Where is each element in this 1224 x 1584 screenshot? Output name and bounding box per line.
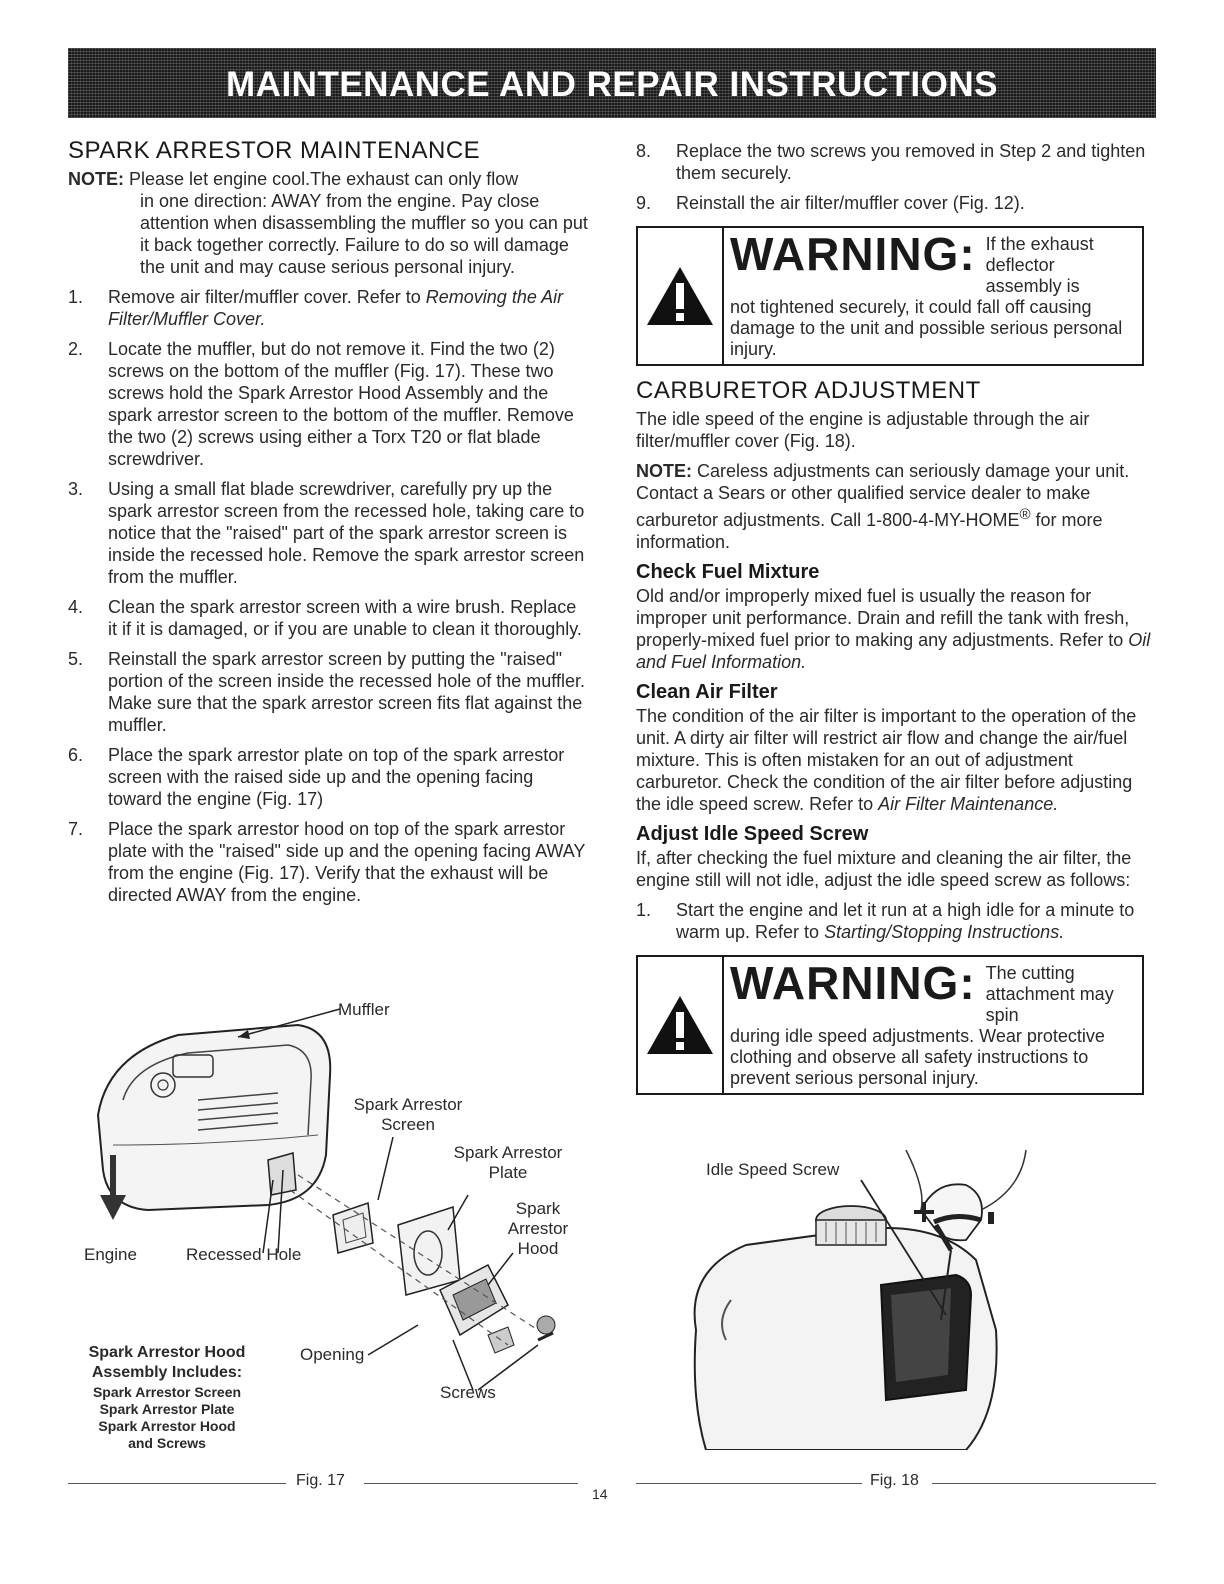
warning-box-cutting [636, 955, 1144, 1095]
step-1: 1. Remove air filter/muffler cover. Refer to Removing the Air Filter/Muffler Cover. [68, 287, 564, 329]
note-label: NOTE: [68, 169, 124, 189]
assembly-item: Spark Arrestor Screen [92, 1384, 242, 1400]
caption-rule [364, 1483, 578, 1484]
fig17-caption: Fig. 17 [296, 1472, 345, 1489]
header-banner [68, 48, 1156, 118]
step-2: 2. Locate the muffler, but do not remove it. Find the two (2) screws on the bottom of the muffler (Fig. 17). These two screws hold the Spark Arrestor Hood Assembly and the spark arrestor screen to the bottom of the muffler. Remove the two (2) screws using either a Torx T20 or flat blade screwdriver. [68, 339, 574, 469]
carb-note: NOTE: Careless adjustments can seriously damage your unit. Contact a Sears or other qualified service dealer to make carburetor adjustments. Call 1-800-4-MY-HOME® for more information. [636, 461, 1130, 552]
step-3: 3. Using a small flat blade screwdriver, carefully pry up the spark arrestor screen from the recessed hole, taking care to notice that the "raised" part of the spark arrestor screen is inside the recessed hole. Remove the spark arrestor screen from the muffler. [68, 479, 585, 587]
warning-triangle-icon [638, 228, 722, 364]
air-text: The condition of the air filter is important to the operation of the unit. A dirty air filter will restrict air flow and change the air/fuel mixture. This is often mistaken for an out of adjustment carburetor. Check the condition of the air filter before adjusting the idle speed screw. Refer to Air Filter Maintenance. [636, 706, 1137, 814]
figure-17 [68, 995, 598, 1415]
warning-text: The cutting attachment may spin [985, 963, 1114, 1025]
label-engine: Engine [84, 1245, 137, 1264]
step-9: 9. Reinstall the air filter/muffler cover (Fig. 12). [636, 193, 1025, 213]
spark-heading: SPARK ARRESTOR MAINTENANCE [68, 137, 481, 164]
label-screws: Screws [440, 1383, 496, 1402]
warning-text-rest: during idle speed adjustments. Wear protective clothing and observe all safety instructions to prevent serious personal injury. [730, 1026, 1105, 1088]
step-8: 8. Replace the two screws you removed in Step 2 and tighten them securely. [636, 141, 1146, 183]
step-7: 7. Place the spark arrestor hood on top of the spark arrestor plate with the "raised" side up and the opening facing AWAY from the engine (Fig. 17). Verify that the exhaust will be directed AWAY from the engine. [68, 819, 586, 905]
fig18-caption: Fig. 18 [870, 1472, 919, 1489]
carb-heading: CARBURETOR ADJUSTMENT [636, 377, 981, 404]
idle-heading: Adjust Idle Speed Screw [636, 823, 869, 845]
warning-triangle-icon [638, 957, 722, 1093]
caption-rule [932, 1483, 1156, 1484]
label-hood: Spark Arrestor Hood [507, 1199, 569, 1258]
warning-label: WARNING: [730, 228, 976, 280]
step-5: 5. Reinstall the spark arrestor screen by putting the "raised" portion of the screen inside the recessed hole of the muffler. Make sure that the spark arrestor screen fits flat against the muffler. [68, 649, 585, 735]
right-column [636, 140, 1156, 1109]
idle-step-1: 1. Start the engine and let it run at a high idle for a minute to warm up. Refer to Starting/Stopping Instructions. [636, 900, 1135, 942]
fuel-heading: Check Fuel Mixture [636, 561, 820, 583]
label-idle-speed-screw: Idle Speed Screw [706, 1160, 840, 1179]
page-title: MAINTENANCE AND REPAIR INSTRUCTIONS [226, 65, 998, 104]
label-opening: Opening [300, 1345, 365, 1364]
warning-text: If the exhaust deflector assembly is [985, 234, 1094, 296]
warning-label: WARNING: [730, 957, 976, 1009]
spark-note [68, 168, 588, 278]
left-column [68, 137, 588, 914]
note-text: Please let engine cool.The exhaust can only flow [129, 169, 519, 189]
assembly-item: Spark Arrestor Hood [98, 1418, 236, 1434]
air-heading: Clean Air Filter [636, 681, 778, 703]
warning-text-rest: not tightened securely, it could fall off causing damage to the unit and possible serious personal injury. [730, 297, 1123, 359]
assembly-item: Spark Arrestor Plate [99, 1401, 235, 1417]
label-muffler: Muffler [338, 1000, 390, 1019]
assembly-item: and Screws [128, 1435, 206, 1451]
label-plate: Spark Arrestor Plate [453, 1143, 563, 1182]
figure-18 [636, 1150, 1156, 1450]
warning-box-exhaust [636, 226, 1144, 366]
caption-rule [68, 1483, 286, 1484]
caption-rule [636, 1483, 862, 1484]
carb-intro: The idle speed of the engine is adjustable through the air filter/muffler cover (Fig. 18). [636, 409, 1090, 451]
assembly-title: Spark Arrestor Hood Assembly Includes: [88, 1344, 246, 1381]
note-continuation: in one direction: AWAY from the engine. Pay close attention when disassembling the muffler so you can put it back together correctly. Failure to do so will damage the unit and may cause serious personal injury. [140, 191, 588, 277]
ref-removing-cover: Removing the Air Filter/Muffler Cover. [108, 287, 564, 329]
step-6: 6. Place the spark arrestor plate on top of the spark arrestor screen with the raised side up and the opening facing toward the engine (Fig. 17) [68, 745, 565, 809]
label-screen: Spark Arrestor Screen [353, 1095, 463, 1134]
step-4: 4. Clean the spark arrestor screen with a wire brush. Replace it if it is damaged, or if you are unable to clean it thoroughly. [68, 597, 582, 639]
idle-text: If, after checking the fuel mixture and cleaning the air filter, the engine still will not idle, adjust the idle speed screw as follows: [636, 848, 1132, 890]
fuel-text: Old and/or improperly mixed fuel is usually the reason for improper unit performance. Drain and refill the tank with fresh, properly-mixed fuel prior to making any adjustments. Refer to Oil and Fuel Information. [636, 586, 1151, 672]
page-number: 14 [592, 1486, 608, 1502]
label-recessed-hole: Recessed Hole [186, 1245, 302, 1264]
carburetor-diagram [636, 1150, 1156, 1450]
